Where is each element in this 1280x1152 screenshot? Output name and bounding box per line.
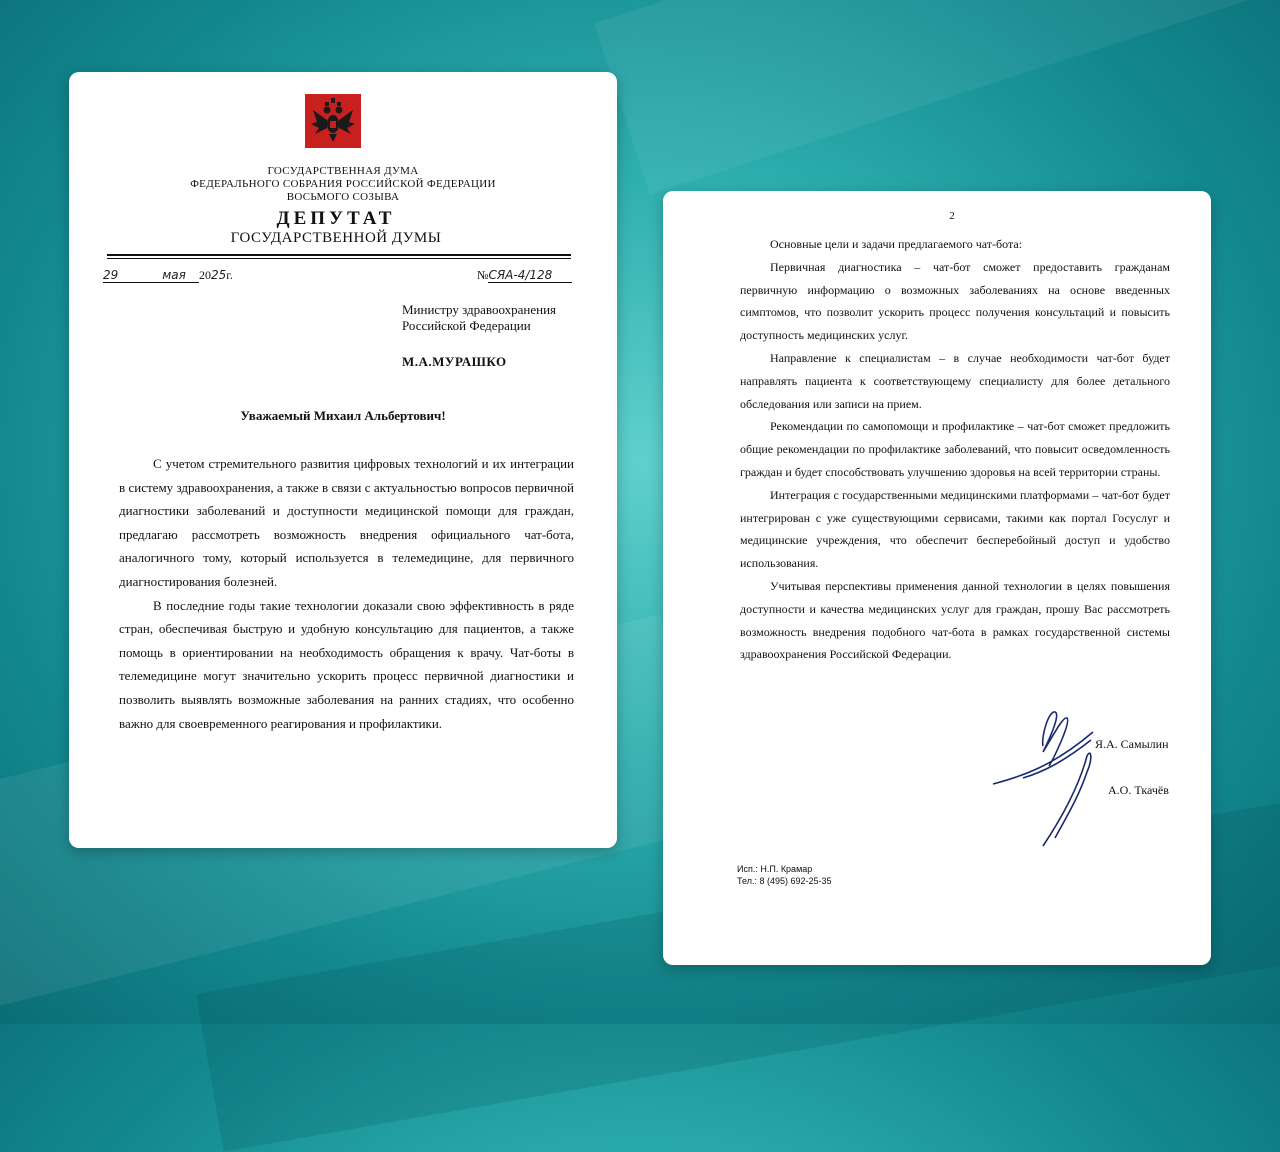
letter-body [740,233,1170,666]
date-year-prefix: 20 [199,268,211,282]
body-paragraph: Рекомендации по самопомощи и профилактике – чат-бот сможет предложить общие рекомендации по профилактике заболеваний, что повысит осведомленность граждан и будет способствовать улучшению здоровья на всей территории страны. [740,419,1170,479]
body-paragraph: Интеграция с государственными медицинскими платформами – чат-бот будет интегрирован с уже существующими сервисами, такими как портал Госуслуг и медицинские учреждения, что обеспечит бесперебойный доступ и удобство использования. [740,487,1170,571]
body-paragraph: Направление к специалистам – в случае необходимости чат-бот будет направлять пациента к соответствующему специалисту для более детального обследования или записи на прием. [740,350,1170,411]
body-paragraph: Основные цели и задачи предлагаемого чат-бота: [770,237,1023,251]
background-stripe [594,0,1280,195]
recipient-name: М.А.МУРАШКО [402,354,507,369]
date-day: 29 [103,268,149,283]
header-rule [107,254,571,259]
date-year-suffix: 25 [211,268,227,282]
number-value: СЯА-4/128 [488,268,572,283]
date-year-end: г. [226,268,233,282]
greeting: Уважаемый Михаил Альбертович! [240,408,446,423]
body-paragraph: С учетом стремительного развития цифровых технологий и их интеграции в систему здравоохранения, а также в связи с актуальностью вопросов первичной диагностики заболеваний и доступности медицинской помощи для граждан, предлагаю рассмотреть возможность внедрения официального чат-бота, аналогичного тому, который используется в телемедицине, для первичного диагностирования болезней. [119,456,574,589]
outgoing-number [477,268,572,283]
executor-phone: Тел.: 8 (495) 692-25-35 [737,876,832,886]
body-paragraph: Первичная диагностика – чат-бот сможет предоставить гражданам первичную информацию о возможных заболеваниях на основе введенных симптомов, что позволит ускорить процесс получения консультаций и повысить доступность медицинских услуг. [740,259,1170,343]
body-paragraph: В последние годы такие технологии доказали свою эффективность в ряде стран, обеспечивая быструю и удобную консультацию для пациентов, а также помощь в ориентировании на необходимость обращения к врачу. Чат-боты в телемедицине могут значительно ускорить процесс первичной диагностики и позволить выявлять возможные заболевания на ранних стадиях, что особенно важно для своевременного реагирования и профилактики. [119,597,574,731]
letter-page-1 [69,72,617,848]
org-line-1: ГОСУДАРСТВЕННАЯ ДУМА [267,165,419,177]
executor-info [737,863,832,887]
date-row [103,268,233,283]
executor-name: Исп.: Н.П. Крамар [737,864,813,874]
handwritten-signature [983,696,1183,856]
org-line-2: ФЕДЕРАЛЬНОГО СОБРАНИЯ РОССИЙСКОЙ ФЕДЕРАЦИИ [190,178,496,190]
deputy-title: ДЕПУТАТ [276,208,396,229]
letter-body [119,452,574,735]
org-line-3: ВОСЬМОГО СОЗЫВА [286,191,400,203]
signatory-1: Я.А. Самылин [1095,737,1169,751]
number-label: № [477,268,489,282]
recipient-line-1: Министру здравоохранения [402,302,557,317]
body-paragraph: Учитывая перспективы применения данной технологии в целях повышения доступности и качества медицинских услуг для граждан, прошу Вас рассмотреть возможность внедрения подобного чат-бота в рамках государственной системы здравоохранения Российской Федерации. [740,578,1170,662]
recipient-line-2: Российской Федерации [402,318,531,333]
page-number: 2 [949,210,955,222]
date-month: мая [149,268,199,283]
deputy-subtitle: ГОСУДАРСТВЕННОЙ ДУМЫ [230,230,442,246]
russian-coat-of-arms-icon [305,94,361,148]
letter-page-2 [663,191,1211,965]
signatory-2: А.О. Ткачёв [1108,783,1169,797]
